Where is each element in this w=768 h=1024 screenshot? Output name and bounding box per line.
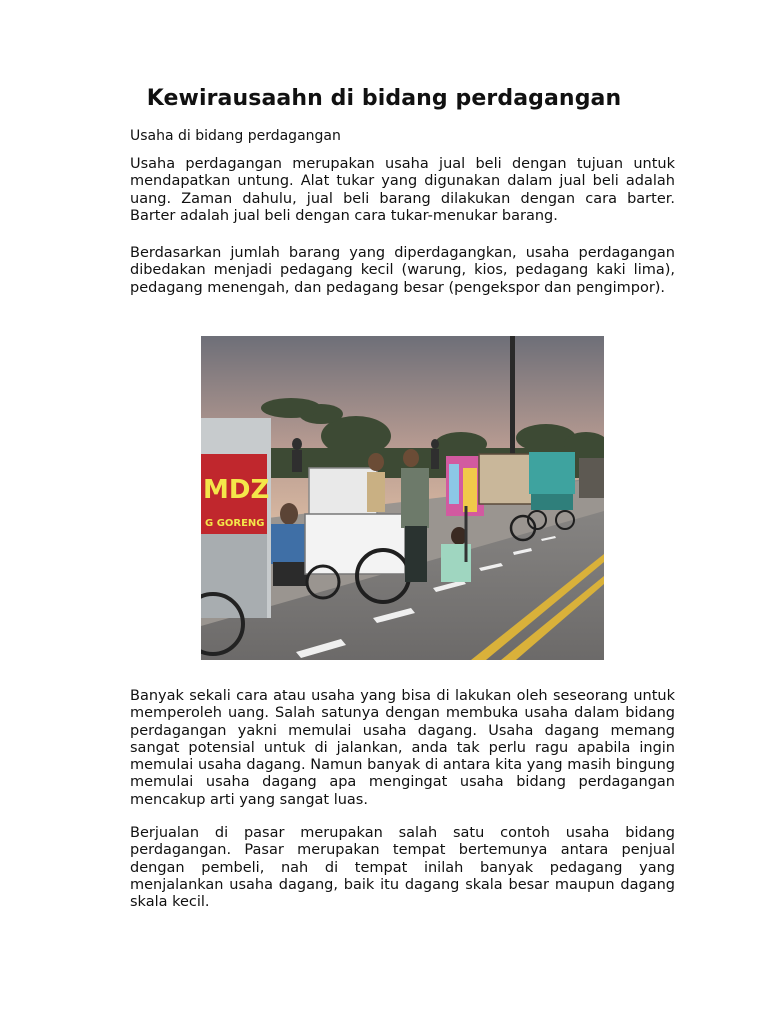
cart-sign-subtext: G GORENG <box>205 518 265 529</box>
paragraph-1: Usaha perdagangan merupakan usaha jual beli dengan tujuan untuk mendapatkan untung. Alat tukar yang digunakan dalam jual beli adalah uang. Zaman dahulu, jual beli barang dilakukan dengan cara barter. Barter adalah jual beli dengan cara tukar-menukar barang. <box>130 156 675 224</box>
paragraph-3: Banyak sekali cara atau usaha yang bisa di lakukan oleh seseorang untuk memperoleh uang. Salah satunya dengan membuka usaha dalam bidang perdagangan yakni memulai usaha dagang. Usaha dagang memang sangat potensial untuk di jalankan, anda tak perlu ragu apabila ingin memulai usaha dagang. Namun banyak di antara kita yang masih bingung memulai usaha dagang apa mengingat usaha bidang perdagangan mencakup arti yang sangat luas. <box>130 688 675 808</box>
street-vendor-photo <box>201 336 604 660</box>
cart-sign-text: MDZ <box>203 475 270 505</box>
page-title: Kewirausaahn di bidang perdagangan <box>146 86 622 111</box>
section-subheading: Usaha di bidang perdagangan <box>130 128 341 144</box>
paragraph-4: Berjualan di pasar merupakan salah satu contoh usaha bidang perdagangan. Pasar merupakan tempat bertemunya antara penjual dengan pembeli, nah di tempat inilah banyak pedagang yang menjalankan usaha dagang, baik itu dagang skala besar maupun dagang skala kecil. <box>130 825 675 911</box>
paragraph-2: Berdasarkan jumlah barang yang diperdagangkan, usaha perdagangan dibedakan menjadi pedagang kecil (warung, kios, pedagang kaki lima), pedagang menengah, dan pedagang besar (pengekspor dan pengimpor). <box>130 245 675 296</box>
